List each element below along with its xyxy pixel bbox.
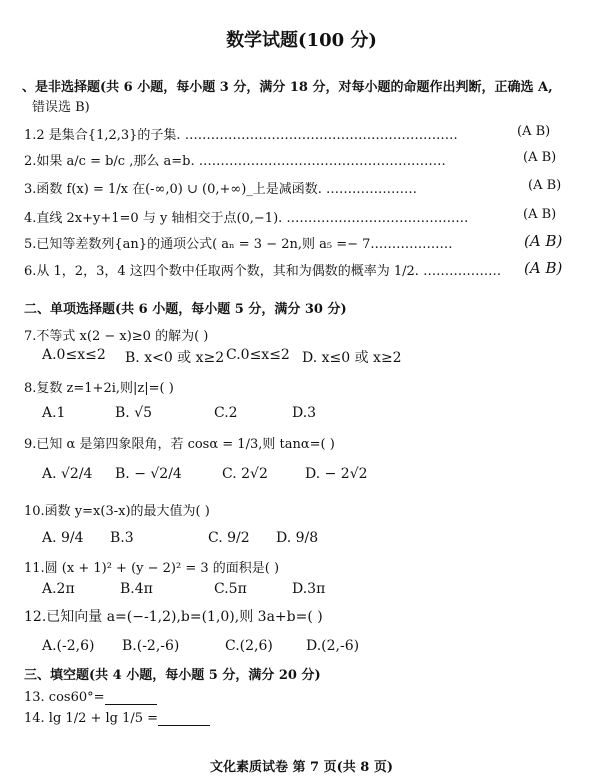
q9-option-c: C. 2√2 (222, 466, 268, 482)
question-7: 7.不等式 x(2 − x)≥0 的解为( ) (24, 329, 209, 344)
q12-option-d: D.(2,-6) (306, 638, 360, 654)
q10-option-a: A. 9/4 (42, 530, 84, 546)
section1-heading-line2: 错误选 B) (32, 100, 90, 115)
q10-option-d: D. 9/8 (276, 530, 319, 546)
q9-option-b: B. − √2/4 (115, 466, 182, 482)
question-11: 11.圆 (x + 1)² + (y − 2)² = 3 的面积是( ) (24, 561, 280, 576)
question-3: 3.函数 f(x) = 1/x 在(-∞,0) ∪ (0,+∞)_上是减函数. ………………… (24, 182, 418, 197)
question-14 (24, 711, 210, 726)
question-10: 10.函数 y=x(3-x)的最大值为( ) (24, 504, 210, 519)
q12-option-c: C.(2,6) (225, 638, 273, 654)
q10-option-b: B.3 (110, 530, 134, 546)
q8-option-b: B. √5 (115, 405, 153, 421)
q10-option-c: C. 9/2 (208, 530, 250, 546)
q7-option-b: B. x<0 或 x≥2 (125, 350, 225, 366)
answer-1: (A B) (517, 124, 551, 139)
q12-option-b: B.(-2,-6) (122, 638, 180, 654)
q11-option-b: B.4π (120, 581, 153, 597)
section3-heading: 三、填空题(共 4 小题，每小题 5 分，满分 20 分) (24, 668, 321, 683)
answer-5: (A B) (524, 232, 563, 250)
question-8: 8.复数 z=1+2i,则|z|=( ) (24, 381, 174, 396)
answer-6: (A B) (524, 259, 563, 277)
question-12: 12.已知向量 a=(−-1,2),b=(1,0),则 3a+b=( ) (24, 609, 323, 625)
page-title: 数学试题(100 分) (226, 30, 377, 51)
question-13 (24, 690, 157, 705)
answer-4: (A B) (523, 207, 557, 222)
question-9: 9.已知 α 是第四象限角，若 cosα = 1/3,则 tanα=( ) (24, 437, 335, 452)
q12-option-a: A.(-2,6) (42, 638, 95, 654)
q9-option-d: D. − 2√2 (305, 466, 368, 482)
question-6: 6.从 1，2，3，4 这四个数中任取两个数，其和为偶数的概率为 1/2. ……………… (24, 264, 502, 279)
q8-option-c: C.2 (214, 405, 238, 421)
section2-heading: 二、单项选择题(共 6 小题，每小题 5 分，满分 30 分) (24, 302, 347, 317)
q11-option-a: A.2π (42, 581, 75, 597)
question-2: 2.如果 a/c = b/c ,那么 a=b. ………………………………………………… (24, 154, 446, 169)
question-1: 1.2 是集合{1,2,3}的子集. ……………………………………………………… (24, 128, 458, 143)
answer-2: (A B) (523, 150, 557, 165)
q7-option-d: D. x≤0 或 x≥2 (302, 350, 402, 366)
q8-option-d: D.3 (292, 405, 317, 421)
answer-blank-13[interactable] (105, 692, 157, 705)
q8-option-a: A.1 (42, 405, 66, 421)
q11-option-c: C.5π (214, 581, 247, 597)
q11-option-d: D.3π (292, 581, 326, 597)
question-5: 5.已知等差数列{an}的通项公式( aₙ = 3 − 2n,则 a₅ =− 7.……………… (24, 237, 453, 252)
page-footer: 文化素质试卷 第 7 页(共 8 页) (209, 760, 394, 775)
q7-option-a: A.0≤x≤2 (42, 347, 106, 363)
question-4: 4.直线 2x+y+1=0 与 y 轴相交于点(0,−1). …………………………………… (24, 211, 469, 226)
question-14-text: 14. lg 1/2 + lg 1/5 = (24, 711, 159, 726)
section1-heading-line1: 、是非选择题(共 6 小题，每小题 3 分，满分 18 分，对每小题的命题作出判断，正确选 A, (22, 80, 553, 95)
question-13-text: 13. cos60°= (24, 690, 105, 705)
answer-3: (A B) (528, 178, 562, 193)
q7-option-c: C.0≤x≤2 (226, 347, 290, 363)
answer-blank-14[interactable] (158, 713, 210, 726)
q9-option-a: A. √2/4 (42, 466, 93, 482)
